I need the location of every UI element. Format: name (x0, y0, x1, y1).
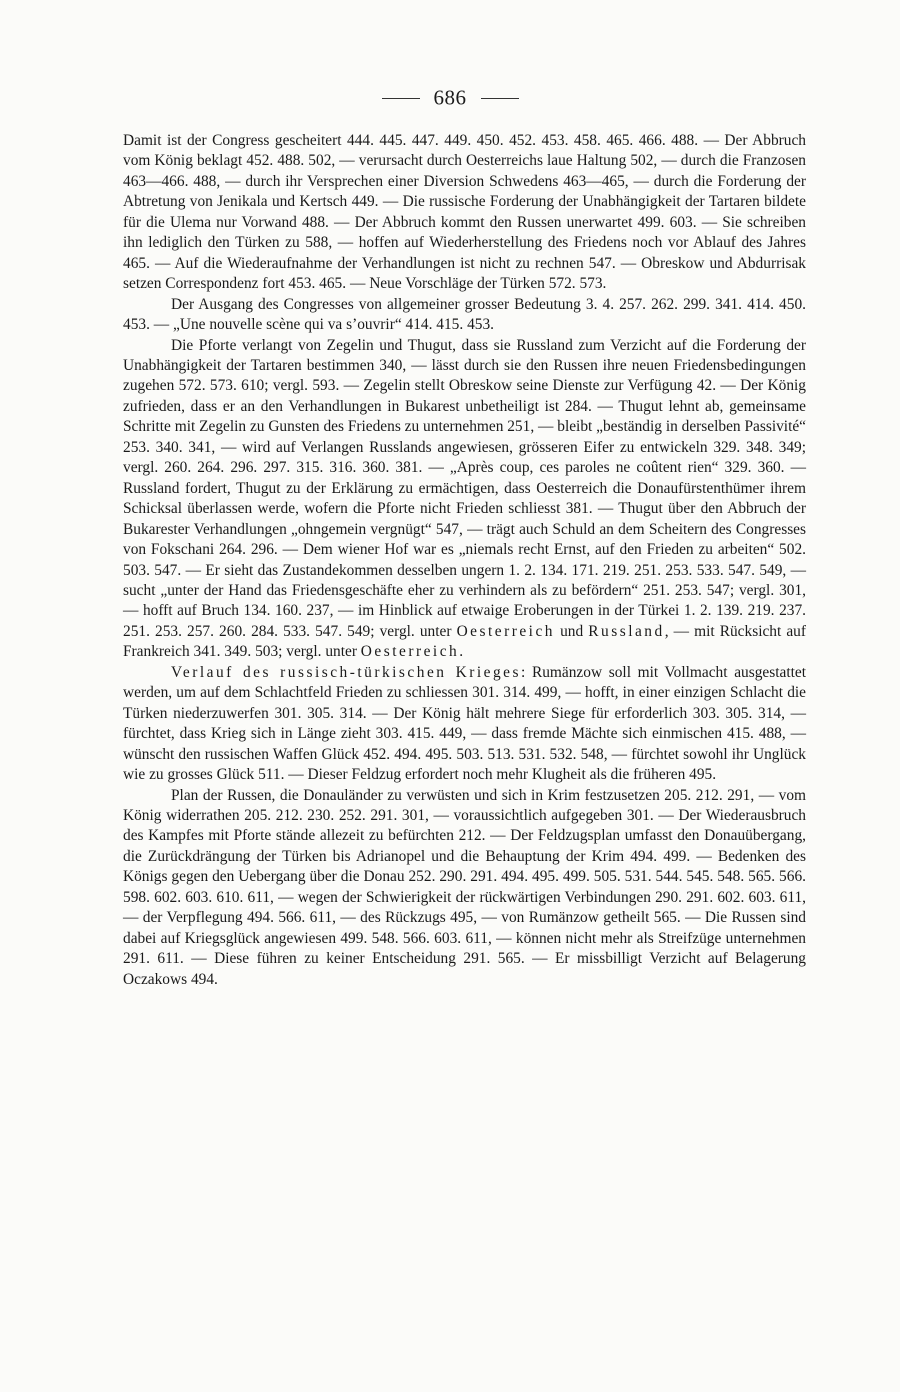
paragraph (123, 663, 806, 786)
spaced-term: Oesterreich (456, 622, 555, 640)
text-run: Plan der Russen, die Donauländer zu verwüsten und sich in Krim festzusetzen 205. 212. 291, — vom König widerrathen 205. 212. 230. 252. 291. 301, — voraussichtlich aufgegeben 301. — Der Wiederausbruch des Kampfes mit Pforte stände allezeit zu befürchten 212. — Der Feldzugsplan umfasst den Donauübergang, die Zurückdrängung der Türken bis Adrianopel und die Behauptung der Krim 494. 499. — Bedenken des Königs gegen den Uebergang über die Donau 252. 290. 291. 494. 495. 499. 505. 531. 544. 545. 548. 565. 566. 598. 602. 603. 610. 611, — wegen der Schwierigkeit der rückwärtigen Verbindungen 290. 291. 602. 603. 611, — der Verpflegung 494. 566. 611, — des Rückzugs 495, — von Rumänzow getheilt 565. — Die Russen sind dabei auf Kriegsglück angewiesen 499. 548. 566. 603. 611, — können nicht mehr als Streifzüge unternehmen 291. 611. — Diese führen zu keiner Entscheidung 291. 565. — Er missbilligt Verzicht auf Belagerung Oczakows 494. (123, 786, 806, 988)
text-run: Der Ausgang des Congresses von allgemeiner grosser Bedeutung 3. 4. 257. 262. 299. 341. 414. 450. 453. — „Une nouvelle scène qui va s’ouvrir“ 414. 415. 453. (123, 295, 806, 334)
text-run: und (555, 622, 589, 640)
text-run: Damit ist der Congress gescheitert 444. 445. 447. 449. 450. 452. 453. 458. 465. 466. 488. — Der Abbruch vom König beklagt 452. 488. 502, — verursacht durch Oesterreichs laue Haltung 502, — durch die Franzosen 463—466. 488, — durch ihr Versprechen einer Diversion Schwedens 463—465, — durch die Forderung der Abtretung von Jenikala und Kertsch 449. — Die russische Forderung der Unabhängigkeit der Tartaren bildete für die Ulema nur Vorwand 488. — Der Abbruch kommt den Russen unerwartet 499. 603. — Sie schreiben ihn lediglich den Türken zu 588, — hoffen auf Wiederherstellung des Friedens noch vor Ablauf des Jahres 465. — Auf die Wiederaufnahme der Verhandlungen ist nicht zu rechnen 547. — Obreskow und Abdurrisak setzen Correspondenz fort 453. 465. — Neue Vorschläge der Türken 572. 573. (123, 132, 806, 293)
header-rule-left (382, 98, 420, 99)
paragraph (123, 131, 806, 295)
page-number: 686 (433, 85, 467, 110)
paragraph (123, 786, 806, 991)
page-header (0, 84, 900, 111)
text-run: : Rumänzow soll mit Vollmacht ausgestattet werden, um auf dem Schlachtfeld Frieden zu schliessen 301. 314. 499, — hofft, in einer einzigen Schlacht die Türken niederzuwerfen 301. 305. 314. — Der König hält mehrere Siege für erforderlich 303. 305. 314, — fürchtet, dass Krieg sich in Länge zieht 303. 415. 449, — dass fremde Mächte sich einmischen 415. 488, — wünscht den russischen Waffen Glück 452. 494. 495. 503. 513. 531. 532. 548, — fürchtet sowohl ihr Unglück wie zu grosses Glück 511. — Dieser Feldzug erfordert noch mehr Klugheit als die früheren 495. (123, 663, 806, 784)
text-run: . (459, 643, 464, 661)
index-text-body (123, 131, 806, 990)
spaced-term: Russland (588, 622, 665, 640)
text-run: , — mit Rücksicht auf Frankreich 341. 349. 503; vergl. unter (123, 622, 807, 661)
spaced-term: Verlauf des russisch-türkischen Krieges (171, 663, 522, 681)
text-run: Die Pforte verlangt von Zegelin und Thugut, dass sie Russland zum Verzicht auf die Forderung der Unabhängigkeit der Tartaren bestimmen 340, — lässt durch sie den Russen ihre neuen Friedensbedingungen zugehen 572. 573. 610; vergl. 593. — Zegelin stellt Obreskow seine Dienste zur Verfügung 42. — Der König zufrieden, dass er an den Verhandlungen in Bukarest unbetheiligt ist 284. — Thugut lehnt ab, gemeinsame Schritte mit Zegelin zu Gunsten des Friedens zu unternehmen 251, — bleibt „beständig in derselben Passivité“ 253. 340. 341, — wird auf Verlangen Russlands angewiesen, grösseren Eifer zu entwickeln 329. 348. 349; vergl. 260. 264. 296. 297. 315. 316. 360. 381. — „Après coup, ces paroles ne coûtent rien“ 329. 360. — Russland fordert, Thugut zu der Erklärung zu ermächtigen, dass Oesterreich die Donaufürstenthümer ihrem Schicksal überlassen werde, wofern die Pforte nicht Frieden schliesst 381. — Thugut über den Abbruch der Bukarester Verhandlungen „ohngemein vergnügt“ 547, — trägt auch Schuld an dem Scheitern des Congresses von Fokschani 264. 296. — Dem wiener Hof war es „niemals recht Ernst, auf den Frieden zu arbeiten“ 502. 503. 547. — Er sieht das Zustandekommen desselben ungern 1. 2. 134. 171. 219. 251. 253. 533. 547. 549, — sucht „unter der Hand das Friedensgeschäfte eher zu verhindern als zu befördern“ 251. 253. 547; vergl. 301, — hofft auf Bruch 134. 160. 237, — im Hinblick auf etwaige Eroberungen in der Türkei 1. 2. 139. 219. 237. 251. 253. 257. 260. 284. 533. 547. 549; vergl. unter (123, 336, 807, 640)
header-rule-right (481, 98, 519, 99)
paragraph (123, 295, 806, 336)
spaced-term: Oesterreich (360, 643, 460, 661)
paragraph (123, 336, 806, 663)
